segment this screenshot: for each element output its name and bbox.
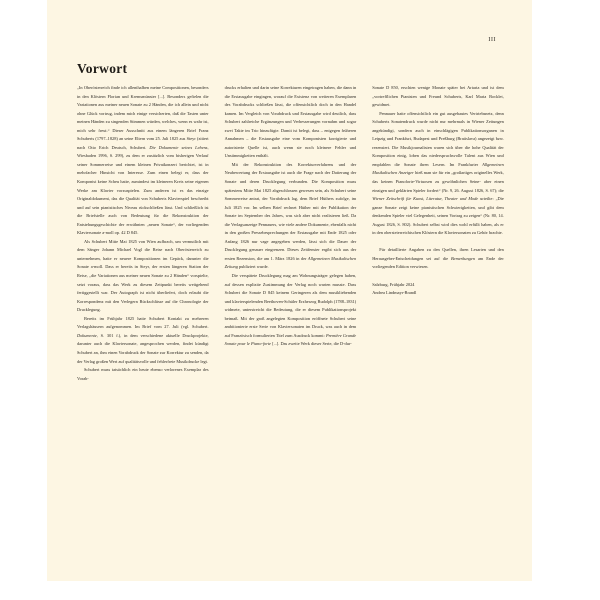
column-1 [77,84,209,554]
italic-title: Allgemeinen Musikalischen Zeitung [224,255,357,270]
text-run: Mit der Rekonstruktion des Korrekturverfahrens und der Neubewertung der Erstausgabe ist auch die Frage nach der Datierung der Sonate und deren Drucklegung verbunden. Die Komposition muss spätestens Mitte Mai 1825 abgeschlossen gewesen sein, als Schubert seine Sommerreise antrat, der Vorabdruck lag, dem Brief Hüthers zufolge, im Juli 1825 vor. Im selben Brief rechnet Hüther mit der Publikation der Sonate im September des Jahres, was sich aber nicht realisieren ließ. Da die Verlagsanzeige Pennauers, wie viele andere Dokumente, ebenfalls nicht in den großen Pressebesprechungen der Erstausgabe mit Ende 1825 oder Anfang 1826 nur vage angegeben werden, lässt sich die Dauer der Drucklegung genauer eingrenzen. Dieses Zeitfenster ergibt sich aus der ersten Rezension, die am 1. März 1826 in der [224,161,357,261]
text-run: „In Oberösterreich finde ich allenthalben meine Compositionen, besonders in den Klöstern Florian und Kremsmünster [...]. Besonders gefielen die Variationen aus meiner neuen Sonate zu 2 Händen, die ich allein und nicht ohne Glück vortrug, indem mich einige versicherten, daß die Tasten unter meinen Händen zu singenden Stimmen würden, welches, wenn es wahr ist, mich sehr freut.“ Dieser Ausschnitt aus einem längeren Brief Franz Schuberts (1797–1828) an seine Eltern vom 25. Juli 1825 aus Steyr (zitiert nach Otto Erich Deutsch, Schubert. [77,85,209,150]
italic-title: Die Dokumente seines Lebens [149,144,208,150]
paragraph [77,366,209,383]
text-run: Für detaillierte Angaben zu den Quellen, ihren Lesarten und den Herausgeber-Entscheidungen sei auf die [372,247,504,261]
paragraph [77,84,209,238]
page-folio-number: III [488,36,496,43]
text-columns [77,84,504,554]
text-run: Pennauer hatte offensichtlich ein gut ausgebautes Vertriebsnetz, denn Schuberts Sonatendruck wurde nicht nur mehrmals in Wiener Zeitungen angekündigt, sondern auch in einschlägigen Publikationsorganen in Leipzig und Frankfurt, Budapest und Preßburg (Bratislava) angezeigt bzw. rezensiert. Die Musikjournalisten waren sich über die hohe Qualität der Komposition einig, loben das niederspruchsvolle Talent aus Wien und empfahlen die Sonate ihren Lesern. Im Frankfurter [372,110,504,167]
paragraph [77,315,209,366]
column-3 [372,84,504,554]
text-run: Schubert muss tatsächlich ein heute ebenso verlorenes Exemplar des Vorab- [77,367,209,381]
text-run: drucks erhalten und darin seine Korrekturen eingetragen haben, die dann in die Erstausgabe eingingen, worauf die Existenz von weiteren Exemplaren des Vorabdrucks schließen lässt, die offensichtlich doch in den Handel kamen. Im Vergleich von Vorabdruck und Erstausgabe wird deutlich, dass Schubert zahlreiche Ergänzungen und Verbesserungen vornahm und sogar zwei Takte im Trio hinzufügte. Damit ist belegt, dass – entgegen früheren Annahmen – die Erstausgabe eine vom Komponisten korrigierte und autorisierte Quelle ist, auch wenn sie noch kleinere Fehler und Unstimmigkeiten enthält. [224,85,357,159]
italic-title: Allgemeinen Musikalischen Anzeiger [372,161,504,176]
text-run: , Wiesbaden 1996, S. 299), zu dem er zusätzlich vom bisherigen Verlauf seiner Sommerreise und einem kleinen Privatkonzert berichtet, ist in mehrfacher Hinsicht von Interesse. Zum einen belegt er, dass der Komponist keine Scheu hatte, zumindest im kleineren Kreis seine eigenen Werke am Klavier vorzuspielen. Zum anderen ist es das einzige Originaldokument, das die Qualität von Schuberts Klavierspiel beschreibt und auf sein pianistisches Niveau rückschließen lässt. Und schließlich ist die Briefstelle auch von Bedeutung für die Rekonstruktion der Entstehungsgeschichte der erwähnten „neuen Sonate“, der vorliegenden Klaviersonate a-moll op. 42 D 845. [77,144,209,236]
italic-title: Bemerkungen [451,255,475,261]
text-run: publiziert wurde. [237,264,269,270]
italic-title: Wiener Zeitschrift für Kunst, Literatur, Theater und Mode [372,196,479,202]
book-page [47,0,532,581]
text-run: am Ende der vorliegenden Edition verwiesen. [372,255,504,270]
italic-title: Dokumente [77,332,97,338]
paragraph [372,84,504,110]
paragraph [225,161,357,272]
column-2 [225,84,357,554]
signature-author: Andrea Lindmayr-Brandl [372,290,417,296]
signature-place-date: Salzburg, Frühjahr 2024 [372,281,415,287]
paragraph [225,272,357,349]
signature-block [372,281,504,298]
text-run: , S. 301 f.), in dem verschiedene aktuelle Druckprojekte, darunter auch die Klaviersonate, angesprochen werden, findet kündigt Schubert an, ihm einen Vorabdruck der Sonate zur Korrektur zu senden, da der Verlag großen Wert auf qualitätsvolle und fehlerfreie Musikdrucke legt. [77,332,209,364]
text-run: Bereits im Frühjahr 1825 hatte Schubert Kontakt zu mehreren Verlagshäusern aufgenommen. Im Brief vom 27. Juli (vgl. Schubert. [77,315,209,330]
text-run: Die verspätete Drucklegung mag am Wohnungsträger gelegen haben, auf dessen explizite Zustimmung der Verlag noch warten musste. Dass Schubert die Sonate D 845 keinem Geringeren als dem musikliebenden und klavierspielenden Beethoven-Schüler Erzherzog Rudolph (1788–1831) widmete, unterstreicht die Bedeutung, die er diesem Publikationsprojekt beimaß. Mit der groß angelegten Komposition eröffnete Schubert seine ambitionierte erste Serie von Klaviersonaten im Druck, was auch in dem auf Französisch formulierten Titel zum Ausdruck kommt: [224,273,357,338]
text-run: [...]. Das zweite Werk dieser Serie, die D-dur- [271,341,352,347]
text-run: hieß man sie für ein „großartiges originelles Werk, das keinen Pianoforte-Virtuosen zu gewöhnlichen Seine- aber einen einzigen und geklärten Spieler fordert“ (Nr. 9, 26. August 1826, S. 67); die [372,170,504,193]
page-title: Vorwort [77,61,128,77]
paragraph [372,110,504,238]
paragraph [372,246,504,272]
italic-title: Première Grande Sonate pour le Piano-forte [224,332,357,347]
paragraph [77,238,209,315]
text-run: Sonate D 850, erschien wenige Monate später bei Artaria und ist dem „vortrefflichen Pianisten und Freund Schuberts, Karl Maria Bocklet, gewidmet. [372,85,504,108]
paragraph [225,84,357,161]
text-run: urteilte: „Die ganze Sonate zeigt keine pianistischen Schwierigkeiten, und gibt dem denkenden Spieler viel Gelegenheit, seinen Vortrag zu zeigen“ (Nr. 80, 14. August 1826, S. 802). Schubert selbst wird dies wohl erfüllt haben, als er in den obersteierreichischen Klöstern die Klaviersonaten zu Gehör brachte. [372,196,504,236]
text-run: Als Schubert Mitte Mai 1825 von Wien aufbrach, um vermutlich mit dem Sänger Johann Michael Vogl die Reise nach Oberösterreich zu unternehmen, hatte er neuere Kompositionen im Gepäck, darunter die Sonate a-moll. Dass er bereits in Steyr, der ersten längeren Station der Reise, „die Variationen aus meiner neuen Sonate zu 2 Händen“ vorspielte, setzt voraus, dass das Werk zu diesem Zeitpunkt bereits weitgehend fertiggestellt war. Der Autograph ist nicht überliefert, doch erlaubt die Korrespondenz mit den Verlegern Rückschlüsse auf die Chronologie der Drucklegung. [77,238,209,313]
